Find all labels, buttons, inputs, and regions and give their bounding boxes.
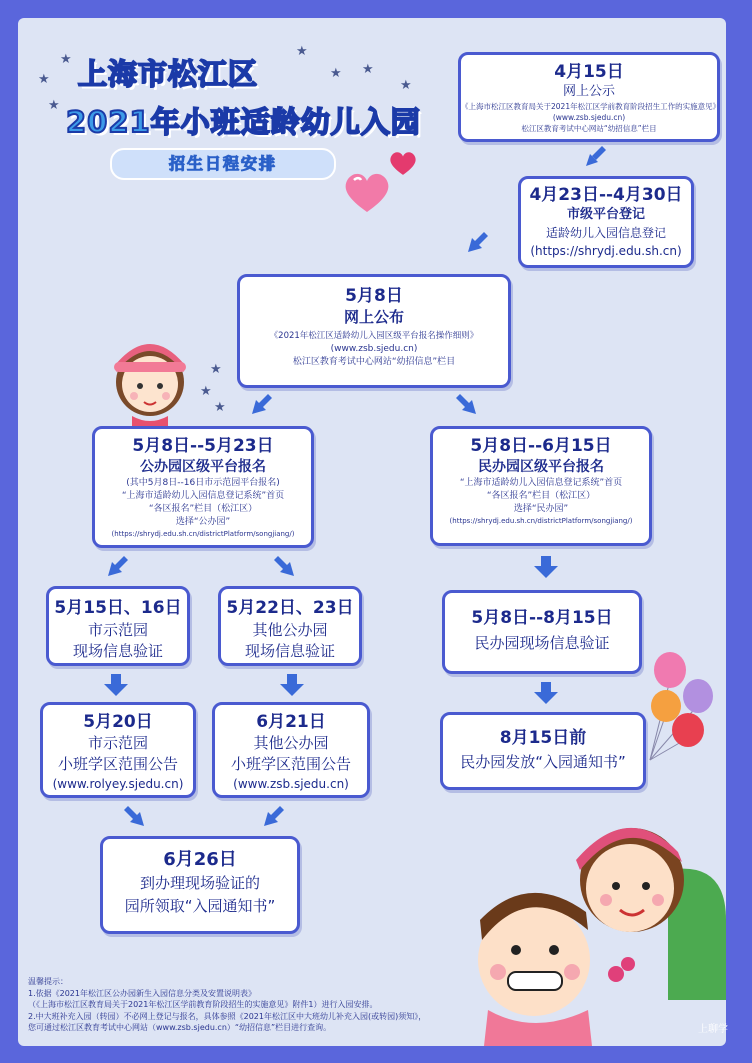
step-date: 6月26日 xyxy=(163,849,237,870)
heart-icon xyxy=(388,150,418,176)
step-detail: “各区报名”栏目（松江区） xyxy=(486,491,596,501)
step-detail: (https://shrydj.edu.sh.cn/districtPlatform/songjiang/) xyxy=(449,517,633,525)
step-detail: 《上海市松江区教育局关于2021年松江区学前教育阶段招生工作的实施意见》 xyxy=(461,102,721,111)
step-detail: (www.zsb.sjedu.cn) xyxy=(330,344,418,354)
step-date: 4月15日 xyxy=(554,62,624,82)
step-detail: 园所领取“入园通知书” xyxy=(124,897,276,915)
arrow-down-left-icon xyxy=(466,232,490,254)
tips-line: （《上海市松江区教育局关于2021年松江区学前教育阶段招生的实施意见》附件1）进行入园安排。 xyxy=(28,1000,378,1009)
arrow-down-right-icon xyxy=(272,556,296,578)
step-date: 5月15日、16日 xyxy=(54,598,182,618)
subtitle-text: 招生日程安排 xyxy=(168,154,277,173)
step-detail: (其中5月8日--16日市示范园平台报名) xyxy=(126,478,280,488)
step-model-kindergarten-verification xyxy=(46,586,190,666)
step-detail: “各区报名”栏目（松江区） xyxy=(148,504,258,514)
step-public-kindergarten-registration xyxy=(92,426,314,548)
star-icon: ★ xyxy=(362,62,374,77)
step-detail: 选择“公办园” xyxy=(175,517,231,527)
arrow-down-icon xyxy=(280,674,304,696)
arrow-down-left-icon xyxy=(106,556,130,578)
arrow-down-left-icon xyxy=(262,806,286,828)
tips-line: 2.中大班补充入园（转园）不必网上登记与报名，具体参照《2021年松江区中大班幼儿补充入园(或转园)须知》， xyxy=(28,1011,427,1021)
step-date: 5月8日--8月15日 xyxy=(471,608,613,628)
star-icon: ★ xyxy=(330,66,342,81)
page-title: 上海市松江区 xyxy=(78,57,259,91)
arrow-down-right-icon xyxy=(454,394,478,416)
step-detail: “上海市适龄幼儿入园信息登记系统”首页 xyxy=(121,491,285,501)
step-private-kindergarten-registration xyxy=(430,426,652,546)
tips-heading: 温馨提示： xyxy=(28,977,68,986)
step-detail: (www.zsb.sjedu.cn) xyxy=(552,113,626,122)
star-icon: ★ xyxy=(38,72,50,87)
step-title: 市级平台登记 xyxy=(566,207,645,222)
step-title: 网上公布 xyxy=(343,308,404,326)
star-icon: ★ xyxy=(48,98,60,113)
heart-icon xyxy=(342,170,392,214)
step-date: 5月8日 xyxy=(345,286,403,306)
balloons-illustration xyxy=(640,650,720,770)
watermark: 上聊学 xyxy=(698,1024,728,1035)
step-date: 8月15日前 xyxy=(499,728,587,748)
step-date: 5月22日、23日 xyxy=(226,598,354,618)
step-detail: 其他公办园 xyxy=(252,621,328,639)
step-model-district-notice xyxy=(40,702,196,798)
page-title-line2: 2021年小班适龄幼儿入园 xyxy=(66,105,421,139)
step-detail: (https://shrydj.edu.sh.cn/districtPlatform/songjiang/) xyxy=(111,530,295,538)
step-online-publish xyxy=(237,274,511,388)
step-detail: (https://shrydj.edu.sh.cn) xyxy=(530,244,682,258)
step-detail: 市示范园 xyxy=(87,734,148,752)
arrow-down-icon xyxy=(534,682,558,704)
star-icon: ★ xyxy=(210,362,222,377)
step-city-registration xyxy=(518,176,694,268)
star-icon: ★ xyxy=(214,400,226,415)
step-date: 6月21日 xyxy=(256,712,326,732)
girl-illustration xyxy=(108,330,192,426)
arrow-down-right-icon xyxy=(122,806,146,828)
step-detail: 其他公办园 xyxy=(253,734,329,752)
step-private-verification xyxy=(442,590,642,674)
step-detail: 选择“民办园” xyxy=(513,504,569,514)
step-title: 公办园区级平台报名 xyxy=(140,459,266,475)
step-detail: “上海市适龄幼儿入园信息登记系统”首页 xyxy=(459,478,623,488)
step-collect-admission-notice xyxy=(100,836,300,934)
step-detail: 市示范园 xyxy=(87,621,148,639)
step-detail: 到办理现场验证的 xyxy=(139,874,260,892)
step-other-public-verification xyxy=(218,586,362,666)
star-icon: ★ xyxy=(60,52,72,67)
step-other-district-notice xyxy=(212,702,370,798)
page-subtitle xyxy=(110,148,336,180)
star-icon: ★ xyxy=(200,384,212,399)
step-detail: 民办园现场信息验证 xyxy=(474,634,610,652)
arrow-down-left-icon xyxy=(584,146,608,168)
step-detail: 小班学区范围公告 xyxy=(230,755,351,773)
step-title: 民办园区级平台报名 xyxy=(478,459,604,475)
step-detail: 小班学区范围公告 xyxy=(57,755,178,773)
step-date: 5月20日 xyxy=(83,712,153,732)
step-detail: 适龄幼儿入园信息登记 xyxy=(545,226,666,240)
step-detail: 《2021年松江区适龄幼儿入园区级平台报名操作细则》 xyxy=(269,331,479,341)
arrow-down-icon xyxy=(534,556,558,578)
step-detail: (www.rolyey.sjedu.cn) xyxy=(52,777,184,791)
step-detail: 松江区教育考试中心网站“幼招信息”栏目 xyxy=(292,357,456,367)
arrow-down-left-icon xyxy=(250,394,274,416)
step-date: 4月23日--4月30日 xyxy=(529,185,683,205)
step-detail: (www.zsb.sjedu.cn) xyxy=(233,777,349,791)
step-date: 5月8日--5月23日 xyxy=(132,436,274,456)
step-detail: 现场信息验证 xyxy=(244,642,335,660)
step-title: 网上公示 xyxy=(562,84,615,99)
step-private-admission-notice xyxy=(440,712,646,790)
step-detail: 现场信息验证 xyxy=(72,642,163,660)
tips-section xyxy=(28,976,588,1034)
star-icon: ★ xyxy=(400,78,412,93)
tips-line: 1.依据《2021年松江区公办园新生入园信息分类及安置说明表》 xyxy=(28,988,256,998)
step-detail: 松江区教育考试中心网站“幼招信息”栏目 xyxy=(521,124,657,133)
step-public-notice xyxy=(458,52,720,142)
step-date: 5月8日--6月15日 xyxy=(470,436,612,456)
star-icon: ★ xyxy=(296,44,308,59)
arrow-down-icon xyxy=(104,674,128,696)
tips-line: 您可通过松江区教育考试中心网站（www.zsb.sjedu.cn）“幼招信息”栏目进行查询。 xyxy=(28,1023,332,1032)
step-detail: 民办园发放“入园通知书” xyxy=(460,753,626,771)
